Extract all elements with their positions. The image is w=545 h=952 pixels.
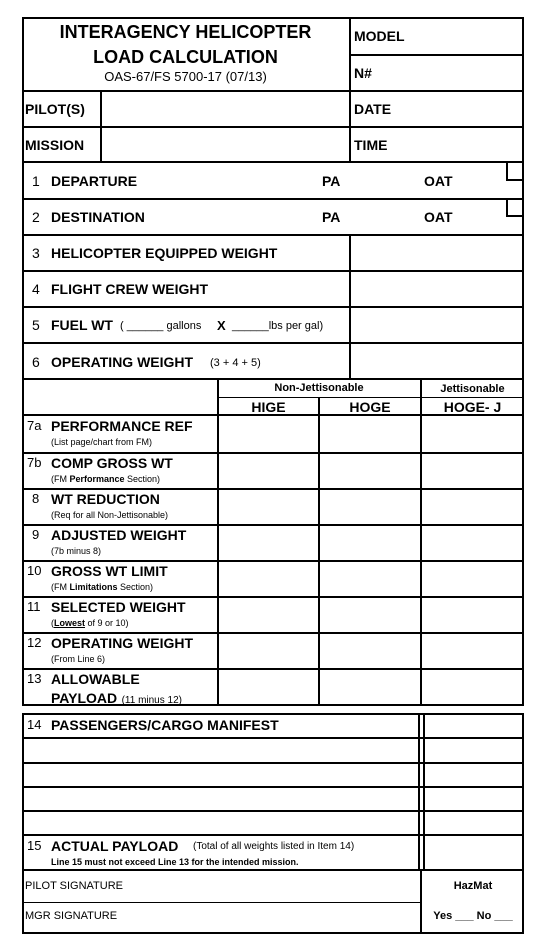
divider (22, 632, 524, 634)
divider (22, 786, 524, 788)
divider (22, 668, 524, 670)
divider (420, 380, 422, 704)
performance-ref-hoge[interactable] (321, 417, 419, 451)
row-number: 11 (27, 599, 41, 614)
row-number: 3 (32, 245, 40, 261)
departure-oat-label: OAT (424, 173, 453, 189)
wt-reduction-hoge[interactable] (321, 491, 419, 523)
adjusted-weight-hoge[interactable] (321, 527, 419, 559)
destination-oat-field[interactable] (458, 202, 504, 232)
mission-field[interactable] (103, 129, 347, 161)
destination-pa-field[interactable] (348, 202, 418, 232)
wt-reduction-note: (Req for all Non-Jettisonable) (51, 510, 169, 520)
row-number: 2 (32, 209, 40, 225)
selected-weight-label: SELECTED WEIGHT (51, 599, 186, 615)
operating-weight-label: OPERATING WEIGHT (51, 354, 194, 370)
fuel-times-sign: X (217, 318, 226, 333)
wt-reduction-hige[interactable] (220, 491, 317, 523)
departure-oat-field[interactable] (458, 166, 504, 196)
adjusted-weight-hoge-j[interactable] (423, 527, 522, 559)
manifest-weight-line[interactable] (426, 740, 522, 761)
row-number: 12 (27, 635, 42, 650)
manifest-entry-line[interactable] (26, 813, 418, 833)
manifest-entry-line[interactable] (26, 740, 418, 761)
actual-payload-note: (Total of all weights listed in Item 14) (193, 841, 355, 852)
destination-pa-label: PA (322, 209, 341, 225)
destination-oat-label: OAT (424, 209, 453, 225)
time-field[interactable] (400, 129, 520, 161)
divider (217, 380, 219, 704)
model-label: MODEL (354, 28, 405, 44)
manifest-weight-line[interactable] (426, 789, 522, 809)
adjusted-weight-hige[interactable] (220, 527, 317, 559)
row-number: 5 (32, 317, 40, 333)
row-number: 6 (32, 354, 40, 370)
operating-weight-hoge[interactable] (321, 635, 419, 667)
fuel-wt-label: FUEL WT (51, 317, 113, 333)
note-part: Section) (124, 474, 161, 484)
equipped-weight-field[interactable] (352, 237, 522, 268)
operating-weight-hige[interactable] (220, 635, 317, 667)
divider (349, 54, 524, 56)
departure-pa-field[interactable] (348, 166, 418, 196)
divider (100, 90, 102, 163)
non-jettisonable-header: Non-Jettisonable (274, 382, 364, 394)
form-title-line1: INTERAGENCY HELICOPTER (59, 22, 312, 42)
comp-gross-wt-hoge[interactable] (321, 455, 419, 487)
equipped-weight-label: HELICOPTER EQUIPPED WEIGHT (51, 245, 278, 261)
performance-ref-label: PERFORMANCE REF (51, 418, 193, 434)
n-number-label: N# (354, 65, 372, 81)
note-part: Performance (69, 474, 125, 484)
n-number-field[interactable] (380, 57, 520, 88)
gross-wt-limit-hige[interactable] (220, 563, 317, 595)
gross-wt-limit-label: GROSS WT LIMIT (51, 563, 168, 579)
row-number: 4 (32, 281, 40, 297)
divider (217, 397, 523, 398)
row-number: 15 (27, 838, 42, 853)
divider (22, 762, 524, 764)
hazmat-yes-no[interactable]: Yes ___ No ___ (433, 910, 513, 922)
departure-pa-label: PA (322, 173, 341, 189)
mgr-signature-field[interactable] (140, 904, 418, 932)
manifest-weight-line[interactable] (426, 765, 522, 785)
divider (22, 342, 524, 344)
comp-gross-wt-label: COMP GROSS WT (51, 455, 173, 471)
form-number: OAS-67/FS 5700-17 (07/13) (104, 69, 267, 84)
hoge-j-header: HOGE- J (443, 399, 502, 415)
divider (318, 397, 320, 704)
operating-weight-ref-label: OPERATING WEIGHT (51, 635, 194, 651)
note-part: ( (51, 618, 54, 628)
fuel-gallons-text: ( ______ gallons (120, 320, 202, 332)
note-part: of 9 or 10) (85, 618, 129, 628)
note-part: Limitations (69, 582, 118, 592)
model-field[interactable] (410, 20, 520, 52)
divider (22, 810, 524, 812)
departure-checkbox[interactable] (506, 163, 524, 181)
note-part: (FM (51, 582, 70, 592)
row-number: 1 (32, 173, 40, 189)
divider (22, 596, 524, 598)
divider (22, 560, 524, 562)
payload-warning: Line 15 must not exceed Line 13 for the intended mission. (51, 857, 299, 867)
destination-label: DESTINATION (51, 209, 145, 225)
divider (22, 737, 524, 739)
allowable-payload-hoge-j[interactable] (423, 671, 522, 703)
actual-payload-label: ACTUAL PAYLOAD (51, 838, 179, 854)
operating-weight-field[interactable] (352, 345, 522, 377)
selected-weight-hoge[interactable] (321, 599, 419, 631)
fuel-lbs-text: ______lbs per gal) (232, 320, 324, 332)
allowable-payload-hige[interactable] (220, 671, 317, 703)
crew-weight-field[interactable] (352, 273, 522, 304)
pilot-label: PILOT(S) (25, 101, 85, 117)
row-number: 7b (27, 455, 42, 470)
manifest-entry-line[interactable] (26, 765, 418, 785)
divider (22, 524, 524, 526)
pilot-signature-label: PILOT SIGNATURE (25, 880, 124, 892)
divider (22, 452, 524, 454)
allowable-payload-note: (11 minus 12) (121, 695, 182, 706)
comp-gross-wt-hige[interactable] (220, 455, 317, 487)
divider (22, 126, 524, 128)
comp-gross-wt-hoge-j[interactable] (423, 455, 522, 487)
row-number: 13 (27, 671, 42, 686)
hoge-header: HOGE (349, 399, 391, 415)
pilot-field[interactable] (103, 93, 347, 124)
row-number: 10 (27, 563, 42, 578)
divider (22, 902, 420, 903)
crew-weight-label: FLIGHT CREW WEIGHT (51, 281, 209, 297)
wt-reduction-hoge-j[interactable] (423, 491, 522, 523)
allowable-payload-label: ALLOWABLE (51, 671, 140, 687)
divider (22, 834, 524, 836)
hige-header: HIGE (251, 399, 286, 415)
divider (22, 90, 524, 92)
row-number: 7a (27, 418, 42, 433)
note-part: (FM (51, 474, 70, 484)
time-label: TIME (354, 137, 388, 153)
gross-wt-limit-note (51, 582, 153, 592)
fuel-weight-field[interactable] (352, 309, 522, 340)
row-number: 8 (32, 491, 40, 506)
operating-weight-hoge-j[interactable] (423, 635, 522, 667)
divider (22, 488, 524, 490)
departure-label: DEPARTURE (51, 173, 138, 189)
form-title-line2: LOAD CALCULATION (93, 47, 278, 67)
wt-reduction-label: WT REDUCTION (51, 491, 160, 507)
adjusted-weight-label: ADJUSTED WEIGHT (51, 527, 187, 543)
pilot-signature-field[interactable] (140, 873, 418, 900)
selected-weight-hige[interactable] (220, 599, 317, 631)
date-label: DATE (354, 101, 392, 117)
actual-payload-field[interactable] (426, 837, 522, 869)
jettisonable-header: Jettisonable (440, 383, 505, 395)
mission-label: MISSION (25, 137, 85, 153)
row-number: 14 (27, 717, 42, 732)
adjusted-weight-note: (7b minus 8) (51, 546, 102, 556)
payload-word: PAYLOAD (51, 690, 118, 706)
performance-ref-hoge-j[interactable] (423, 417, 522, 451)
performance-ref-note: (List page/chart from FM) (51, 437, 153, 447)
destination-checkbox[interactable] (506, 199, 524, 217)
performance-ref-hige[interactable] (220, 417, 317, 451)
operating-weight-ref-note: (From Line 6) (51, 654, 106, 664)
gross-wt-limit-hoge[interactable] (321, 563, 419, 595)
manifest-weight-line[interactable] (426, 813, 522, 833)
selected-weight-note (51, 618, 129, 628)
note-part: Lowest (54, 618, 86, 628)
mgr-signature-label: MGR SIGNATURE (25, 910, 118, 922)
divider (22, 270, 524, 272)
allowable-payload-label2 (51, 690, 182, 708)
note-part: Section) (117, 582, 154, 592)
row-number: 9 (32, 527, 40, 542)
hazmat-label: HazMat (453, 880, 493, 892)
gross-wt-limit-hoge-j[interactable] (423, 563, 522, 595)
date-field[interactable] (400, 93, 520, 124)
manifest-entry-line[interactable] (26, 789, 418, 809)
divider (22, 306, 524, 308)
selected-weight-hoge-j[interactable] (423, 599, 522, 631)
allowable-payload-hoge[interactable] (321, 671, 419, 703)
operating-weight-formula: (3 + 4 + 5) (210, 357, 261, 369)
comp-gross-wt-note (51, 474, 160, 484)
manifest-label: PASSENGERS/CARGO MANIFEST (51, 717, 279, 733)
